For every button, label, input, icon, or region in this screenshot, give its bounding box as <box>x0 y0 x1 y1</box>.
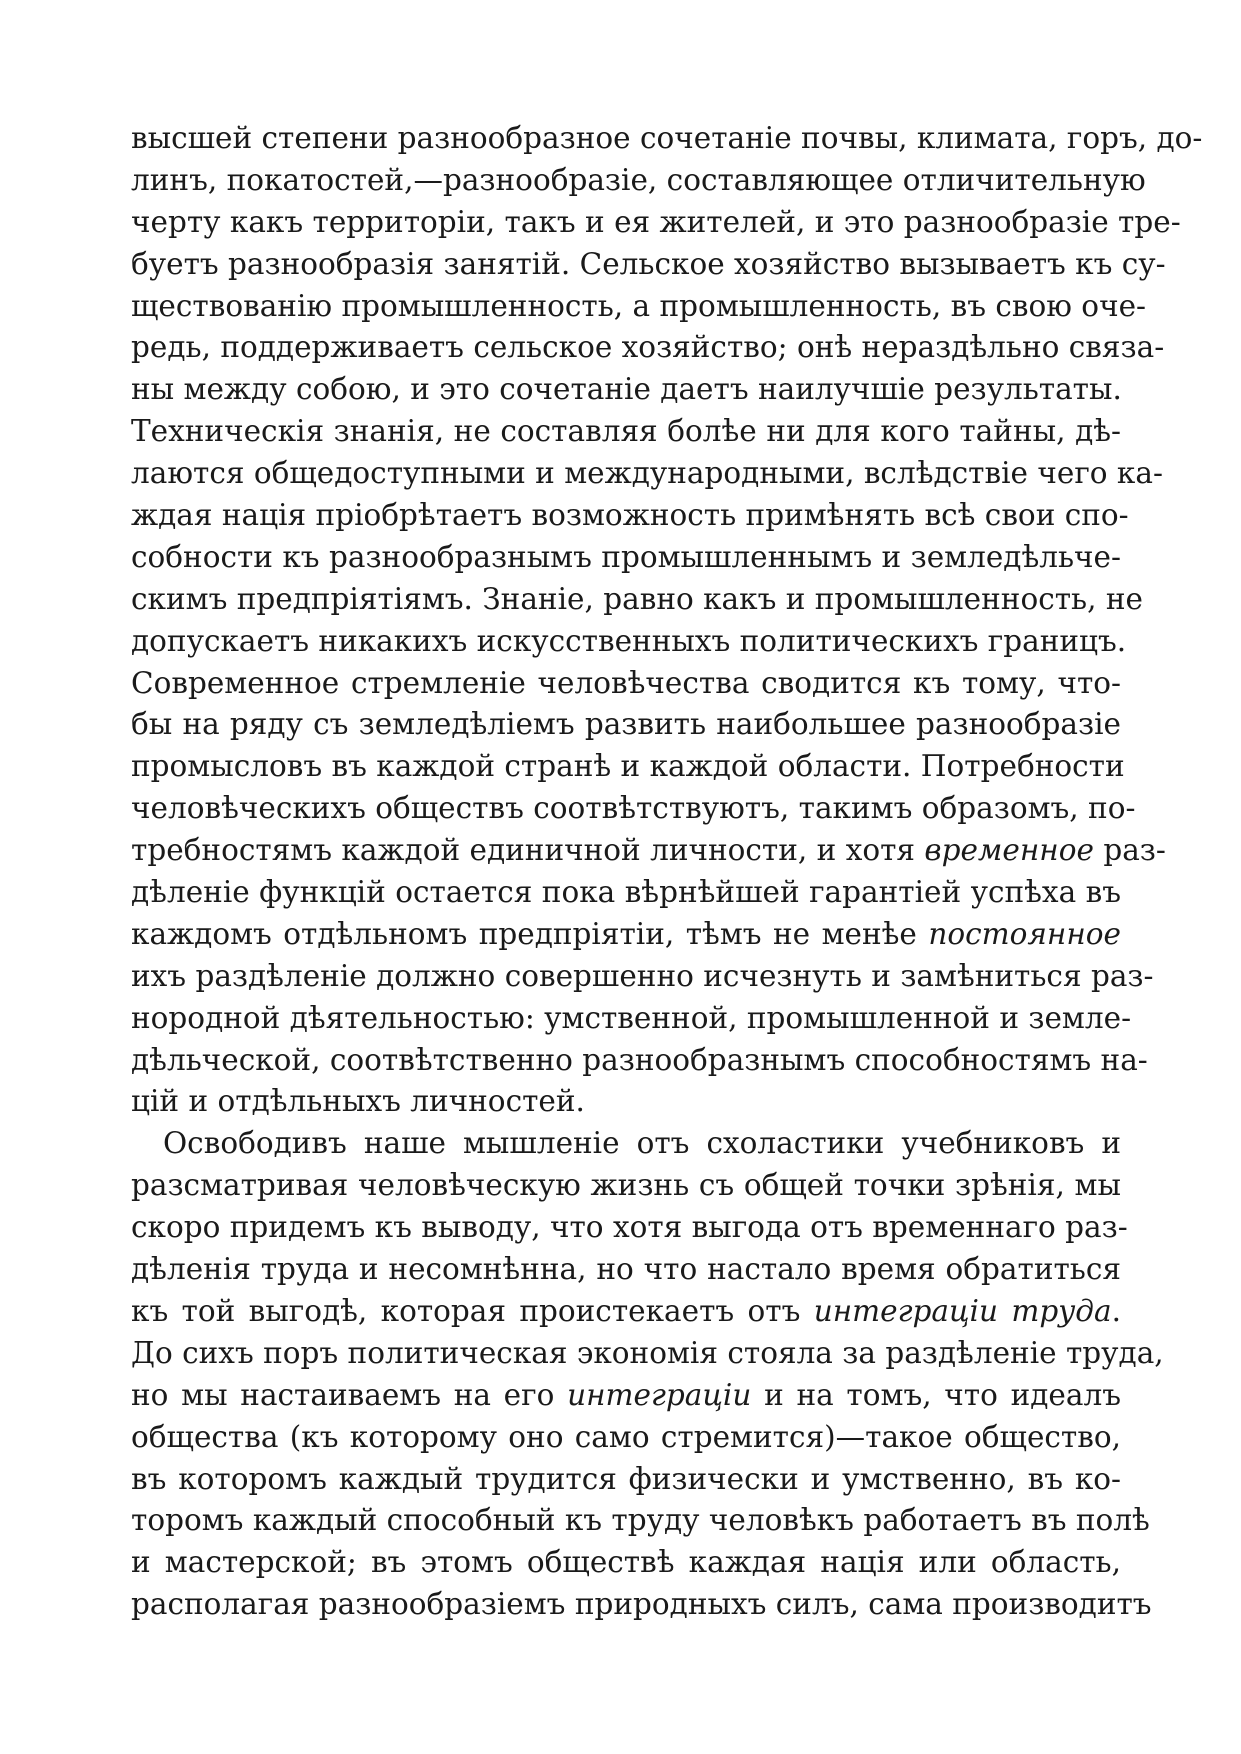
text-line <box>131 872 1121 914</box>
text-line <box>131 1333 1164 1375</box>
text-segment: скимъ предпріятіямъ. Знаніе, равно какъ и промышленность, не <box>131 581 1143 616</box>
text-line <box>131 411 1121 453</box>
text-line <box>131 914 1121 956</box>
text-line <box>131 1165 1121 1207</box>
text-segment: разсматривая человѣческую жизнь съ общей точки зрѣнія, мы <box>131 1168 1121 1203</box>
text-segment: и на томъ, что идеалъ <box>751 1377 1121 1412</box>
text-line <box>131 1123 1121 1165</box>
text-line <box>131 1500 1150 1542</box>
text-segment: дѣленія труда и несомнѣнна, но что настало время обратиться <box>131 1252 1121 1287</box>
text-line <box>131 286 1146 328</box>
text-line <box>131 746 1125 788</box>
text-segment: допускаетъ никакихъ искусственныхъ политическихъ границъ. <box>131 623 1127 658</box>
text-segment: ны между собою, и это сочетаніе даетъ наилучшіе результаты. <box>131 372 1122 407</box>
text-line <box>131 202 1181 244</box>
text-line <box>131 453 1163 495</box>
text-line <box>131 788 1136 830</box>
text-segment: дѣльческой, соотвѣтственно разнообразнымъ способностямъ на- <box>131 1042 1148 1077</box>
text-segment: располагая разнообразіемъ природныхъ силъ, сама производитъ <box>131 1587 1152 1622</box>
text-line <box>131 1417 1121 1459</box>
text-segment: ждая нація пріобрѣтаетъ возможность примѣнять всѣ свои спо- <box>131 498 1129 533</box>
text-segment: ществованію промышленность, а промышленность, въ свою оче- <box>131 288 1146 323</box>
page-body-text <box>131 118 1203 1626</box>
paragraph <box>131 118 1203 1123</box>
text-segment: собности къ разнообразнымъ промышленнымъ и земледѣльче- <box>131 539 1121 574</box>
text-line <box>131 621 1127 663</box>
text-line <box>131 118 1203 160</box>
text-segment: нородной дѣятельностью: умственной, промышленной и земле- <box>131 1000 1132 1035</box>
text-segment: редь, поддерживаетъ сельское хозяйство; онѣ нераздѣльно связа- <box>131 330 1165 365</box>
paragraph <box>131 1123 1164 1626</box>
text-segment: человѣческихъ обществъ соотвѣтствуютъ, такимъ образомъ, по- <box>131 791 1136 826</box>
text-segment: общества (къ которому оно само стремится)—такое общество, <box>131 1419 1121 1454</box>
text-line <box>131 244 1166 286</box>
text-line <box>131 1207 1128 1249</box>
text-line <box>131 998 1132 1040</box>
text-line <box>131 663 1121 705</box>
text-line <box>131 579 1143 621</box>
text-segment: промысловъ въ каждой странѣ и каждой области. Потребности <box>131 749 1125 784</box>
text-line <box>131 537 1121 579</box>
text-line <box>131 160 1146 202</box>
text-segment: къ той выгодѣ, которая проистекаетъ отъ <box>131 1293 814 1328</box>
text-segment: высшей степени разнообразное сочетаніе почвы, климата, горъ, до- <box>131 121 1203 155</box>
text-line <box>131 369 1121 411</box>
text-segment: требностямъ каждой единичной личности, и хотя <box>131 833 925 868</box>
text-line <box>131 830 1166 872</box>
text-line <box>131 1375 1121 1417</box>
text-segment: но мы настаиваемъ на его <box>131 1377 568 1412</box>
text-segment: Современное стремленіе человѣчества сводится къ тому, что- <box>131 665 1121 700</box>
text-line <box>131 1584 1152 1626</box>
text-segment: . <box>1111 1293 1121 1328</box>
text-segment: торомъ каждый способный къ труду человѣкъ работаетъ въ полѣ <box>131 1503 1150 1538</box>
text-segment: цій и отдѣльныхъ личностей. <box>131 1084 585 1119</box>
italic-text-segment: постоянное <box>928 916 1121 951</box>
text-segment: ихъ раздѣленіе должно совершенно исчезнуть и замѣниться раз- <box>131 958 1154 993</box>
text-segment: буетъ разнообразія занятій. Сельское хозяйство вызываетъ къ су- <box>131 246 1166 281</box>
italic-text-segment: интеграціи <box>567 1377 752 1412</box>
text-line <box>131 1291 1121 1333</box>
text-segment: дѣленіе функцій остается пока вѣрнѣйшей гарантіей успѣха въ <box>131 875 1121 910</box>
text-line <box>131 956 1154 998</box>
text-segment: въ которомъ каждый трудится физически и умственно, въ ко- <box>131 1461 1121 1496</box>
text-segment: лаются общедоступными и международными, вслѣдствіе чего ка- <box>131 456 1163 491</box>
text-line <box>131 1081 1121 1123</box>
text-line <box>131 1249 1121 1291</box>
text-segment: Освободивъ наше мышленіе отъ схоластики учебниковъ и <box>163 1126 1121 1161</box>
text-segment: черту какъ территоріи, такъ и ея жителей, и это разнообразіе тре- <box>131 204 1181 239</box>
text-segment: бы на ряду съ земледѣліемъ развить наибольшее разнообразіе <box>131 707 1121 742</box>
text-segment: До сихъ поръ политическая экономія стояла за раздѣленіе труда, <box>131 1335 1164 1370</box>
text-line <box>131 327 1165 369</box>
text-segment: раз- <box>1093 833 1166 868</box>
text-line <box>131 1542 1121 1584</box>
text-line <box>131 704 1121 746</box>
text-segment: скоро придемъ къ выводу, что хотя выгода отъ временнаго раз- <box>131 1210 1128 1245</box>
text-line <box>131 1040 1148 1082</box>
text-segment: Техническія знанія, не составляя болѣе ни для кого тайны, дѣ- <box>131 414 1121 449</box>
text-line <box>131 495 1129 537</box>
text-segment: и мастерской; въ этомъ обществѣ каждая нація или область, <box>131 1545 1121 1580</box>
text-segment: каждомъ отдѣльномъ предпріятіи, тѣмъ не менѣе <box>131 916 929 951</box>
italic-text-segment: временное <box>924 833 1094 868</box>
italic-text-segment: интеграціи труда <box>813 1293 1112 1328</box>
text-segment: линъ, покатостей,—разнообразіе, составляющее отличительную <box>131 162 1146 197</box>
text-line <box>131 1459 1121 1501</box>
